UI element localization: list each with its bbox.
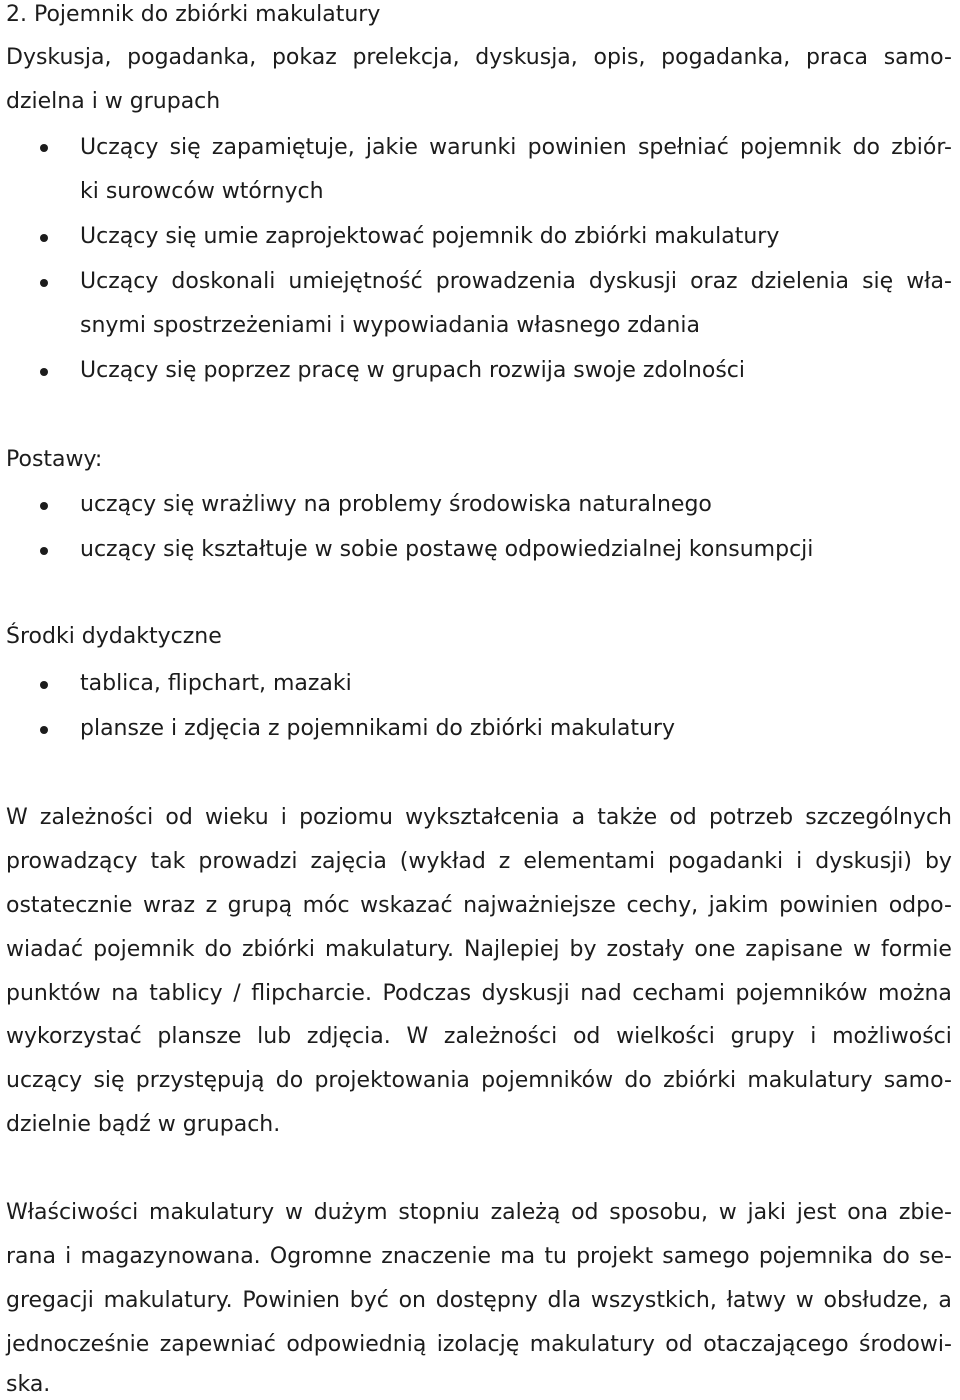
word: dużym [313, 1200, 388, 1225]
word: do [204, 937, 232, 962]
word: w [284, 1200, 303, 1225]
word: magazynowana. [80, 1244, 261, 1269]
bullet-icon [40, 234, 48, 242]
word: makulatury. [103, 1288, 233, 1313]
word: się [169, 135, 201, 160]
word: ostatecznie [6, 893, 133, 918]
word: oraz [690, 269, 738, 294]
list-item: uczący się kształtuje w sobie postawę odpowiedzialnej konsumpcji [80, 537, 814, 562]
word: a [571, 805, 586, 830]
word: prowadzenia [435, 269, 576, 294]
bullet-icon [40, 502, 48, 510]
word: wieku [204, 805, 269, 830]
word: ma [500, 1244, 536, 1269]
word: jest [796, 1200, 837, 1225]
word: jednocześnie [6, 1332, 150, 1357]
word: dostępny [435, 1288, 538, 1313]
word: umiejętność [288, 269, 423, 294]
word: punktów [6, 981, 101, 1006]
word: otaczającego [703, 1332, 849, 1357]
word: (wykład [399, 849, 486, 874]
word: odpowiednią [286, 1332, 427, 1357]
word: one [694, 937, 736, 962]
word: samo- [883, 45, 952, 70]
word: i [810, 1024, 817, 1049]
word: warunki [429, 135, 517, 160]
word: makulatury. [325, 937, 455, 962]
word: Dyskusja, [6, 45, 112, 70]
word: zbie- [898, 1200, 952, 1225]
word: środowi- [858, 1332, 952, 1357]
attitudes-heading: Postawy: [6, 447, 103, 472]
word: jakie [365, 135, 418, 160]
word: powinien [779, 893, 879, 918]
word: pokaz [271, 45, 337, 70]
word: stopniu [398, 1200, 480, 1225]
word: poziomu [299, 805, 393, 830]
word: praca [805, 45, 869, 70]
word: się [862, 269, 894, 294]
word: od [669, 805, 697, 830]
methods-line: dzielna i w grupach [6, 89, 221, 114]
word: samo- [883, 1068, 952, 1093]
word: jaki [747, 1200, 786, 1225]
paragraph-line [6, 891, 952, 921]
word: plansze [157, 1024, 242, 1049]
word: powinien [527, 135, 627, 160]
word: gregacji [6, 1288, 94, 1313]
word: zapewniać [159, 1332, 276, 1357]
word: pogadanka, [127, 45, 257, 70]
word: zapisane [745, 937, 843, 962]
word: zbiórki [241, 937, 315, 962]
word: zapamiętuje, [211, 135, 355, 160]
word: znaczenie [381, 1244, 492, 1269]
word: formie [881, 937, 952, 962]
word: obsłudze, [823, 1288, 929, 1313]
bullet-icon [40, 681, 48, 689]
paragraph-line [6, 979, 952, 1009]
word: się [93, 1068, 125, 1093]
word: prelekcja, [352, 45, 460, 70]
word: zbiór- [891, 135, 952, 160]
word: W [6, 805, 28, 830]
word: od [165, 805, 193, 830]
list-item: uczący się wrażliwy na problemy środowiska naturalnego [80, 492, 712, 517]
word: zależności [443, 1024, 558, 1049]
word: / [233, 981, 241, 1006]
word: potrzeb [708, 805, 794, 830]
word: elementami [523, 849, 656, 874]
word: Uczący [80, 135, 159, 160]
word: spełniać [637, 135, 729, 160]
paragraph-line [6, 935, 952, 965]
word: możliwości [832, 1024, 952, 1049]
word: zajęcia [310, 849, 387, 874]
word: najważniejsze [463, 893, 616, 918]
word: zostały [606, 937, 685, 962]
word: zależą [490, 1200, 561, 1225]
word: Powinien [242, 1288, 340, 1313]
word: izolację [436, 1332, 520, 1357]
word: W [406, 1024, 429, 1049]
word: Najlepiej [464, 937, 560, 962]
word: pojemników [481, 1068, 614, 1093]
word: być [349, 1288, 389, 1313]
word: on [398, 1288, 426, 1313]
word: prowadzi [198, 849, 298, 874]
word: grupą [227, 893, 293, 918]
word: doskonali [171, 269, 276, 294]
word: tu [544, 1244, 567, 1269]
word: wykształcenia [405, 805, 560, 830]
word: łatwy [726, 1288, 786, 1313]
list-item: tablica, flipchart, mazaki [80, 671, 352, 696]
paragraph-line [6, 1022, 952, 1052]
paragraph-line [6, 1066, 952, 1096]
section-title-text: 2. Pojemnik do zbiórki makulatury [6, 2, 381, 27]
word: opis, [593, 45, 646, 70]
bullet-icon [40, 144, 48, 152]
word: dyskusja, [475, 45, 578, 70]
word: tablicy [149, 981, 223, 1006]
bullet-icon [40, 368, 48, 376]
word: flipcharcie. [251, 981, 372, 1006]
list-item [80, 267, 952, 297]
word: od [571, 1200, 599, 1225]
word: w [795, 1288, 814, 1313]
word: dyskusji [588, 269, 677, 294]
word: grupy [730, 1024, 795, 1049]
word: pogadanki [668, 849, 784, 874]
list-item: plansze i zdjęcia z pojemnikami do zbiórki makulatury [80, 716, 675, 741]
word: pojemników [735, 981, 868, 1006]
word: prowadzący [6, 849, 138, 874]
word: sposobu, [609, 1200, 708, 1225]
word: wraz [142, 893, 196, 918]
word: se- [919, 1244, 952, 1269]
paragraph-line [6, 1330, 952, 1360]
word: zbiórki [663, 1068, 737, 1093]
word: pojemnika [758, 1244, 874, 1269]
list-item-continuation: snymi spostrzeżeniami i wypowiadania własnego zdania [80, 313, 700, 338]
word: projekt [576, 1244, 654, 1269]
word: wła- [906, 269, 952, 294]
bullet-icon [40, 279, 48, 287]
word: z [498, 849, 511, 874]
word: dyskusji) [815, 849, 912, 874]
word: Właściwości [6, 1200, 139, 1225]
word: i [65, 1244, 72, 1269]
word: wykorzystać [6, 1024, 142, 1049]
word: przystępują [135, 1068, 265, 1093]
methods-line [6, 43, 952, 73]
list-item: Uczący się poprzez pracę w grupach rozwija swoje zdolności [80, 358, 746, 383]
word: tak [150, 849, 186, 874]
word: makulatury [149, 1200, 275, 1225]
word: cechami [632, 981, 725, 1006]
list-item [80, 133, 952, 163]
word: do [852, 135, 881, 160]
word: w [852, 937, 871, 962]
section-title [6, 0, 946, 30]
paragraph-line [6, 1286, 952, 1316]
word: lub [257, 1024, 292, 1049]
paragraph-line: ska. [6, 1372, 51, 1397]
word: nad [580, 981, 622, 1006]
word: rana [6, 1244, 56, 1269]
word: ona [847, 1200, 889, 1225]
word: by [569, 937, 597, 962]
word: cechy, [626, 893, 699, 918]
word: odpo- [888, 893, 952, 918]
bullet-icon [40, 726, 48, 734]
word: zdjęcia. [306, 1024, 391, 1049]
word: Podczas [382, 981, 472, 1006]
word: pojemnik [93, 937, 195, 962]
word: wskazać [360, 893, 453, 918]
paragraph-line [6, 1198, 952, 1228]
word: od [572, 1024, 601, 1049]
word: Uczący [80, 269, 159, 294]
word: z [205, 893, 218, 918]
word: wszystkich, [590, 1288, 717, 1313]
word: można [878, 981, 952, 1006]
word: w [718, 1200, 737, 1225]
word: pojemnik [740, 135, 842, 160]
word: i [280, 805, 287, 830]
word: samego [662, 1244, 750, 1269]
word: szczególnych [805, 805, 952, 830]
word: zależności [39, 805, 154, 830]
word: wiadać [6, 937, 84, 962]
word: wielkości [616, 1024, 715, 1049]
word: uczący [6, 1068, 83, 1093]
paragraph-line [6, 847, 952, 877]
word: jakim [708, 893, 769, 918]
word: na [111, 981, 139, 1006]
word: a [938, 1288, 952, 1313]
word: także [597, 805, 658, 830]
word: do [624, 1068, 652, 1093]
list-item: Uczący się umie zaprojektować pojemnik do zbiórki makulatury [80, 224, 780, 249]
word: dzielenia [750, 269, 850, 294]
word: by [924, 849, 952, 874]
paragraph-line [6, 803, 952, 833]
word: Ogromne [269, 1244, 373, 1269]
word: od [665, 1332, 693, 1357]
word: móc [302, 893, 350, 918]
paragraph-line: dzielnie bądź w grupach. [6, 1112, 281, 1137]
word: do [882, 1244, 910, 1269]
word: pogadanka, [661, 45, 791, 70]
word: i [796, 849, 803, 874]
aids-heading: Środki dydaktyczne [6, 624, 222, 649]
word: dyskusji [481, 981, 570, 1006]
word: dla [547, 1288, 582, 1313]
list-item-continuation: ki surowców wtórnych [80, 179, 324, 204]
word: makulatury [747, 1068, 873, 1093]
word: makulatury [529, 1332, 655, 1357]
paragraph-line [6, 1242, 952, 1272]
bullet-icon [40, 547, 48, 555]
word: do [275, 1068, 304, 1093]
word: projektowania [314, 1068, 470, 1093]
